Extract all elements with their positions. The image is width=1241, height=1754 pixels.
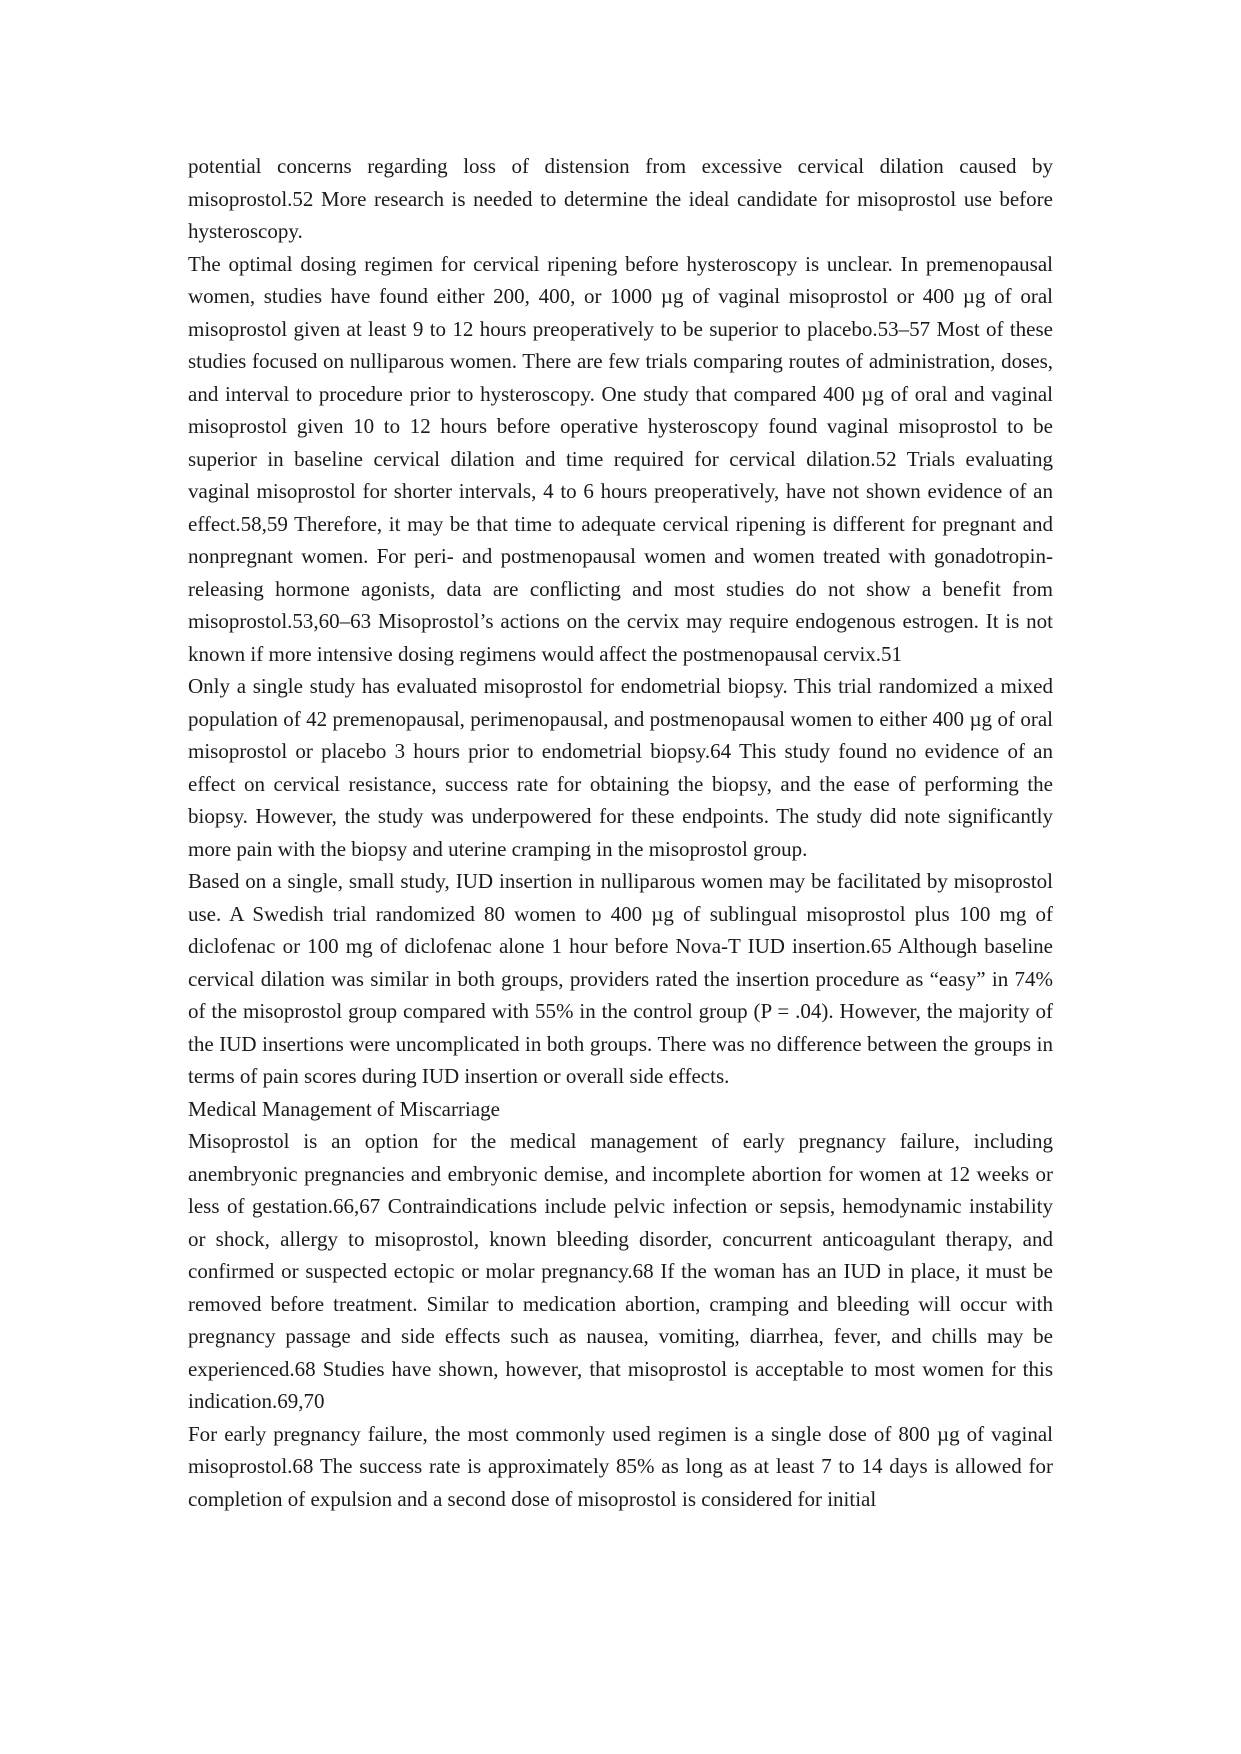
paragraph-early-pregnancy-failure: For early pregnancy failure, the most commonly used regimen is a single dose of 800 µg of vaginal misoprostol.68 The success rate is approximately 85% as long as at least 7 to 14 days is allowed for completion of expulsion and a second dose of misoprostol is considered for initial [188, 1421, 1053, 1511]
document-body [188, 150, 1053, 1515]
paragraph-dosing-regimen: The optimal dosing regimen for cervical ripening before hysteroscopy is unclear. In premenopausal women, studies have found either 200, 400, or 1000 µg of vaginal misoprostol or 400 µg of oral misoprostol given at least 9 to 12 hours preoperatively to be superior to placebo.53–57 Most of these studies focused on nulliparous women. There are few trials comparing routes of administration, doses, and interval to procedure prior to hysteroscopy. One study that compared 400 µg of oral and vaginal misoprostol given 10 to 12 hours before operative hysteroscopy found vaginal misoprostol to be superior in baseline cervical dilation and time required for cervical dilation.52 Trials evaluating vaginal misoprostol for shorter intervals, 4 to 6 hours preoperatively, have not shown evidence of an effect.58,59 Therefore, it may be that time to adequate cervical ripening is different for pregnant and nonpregnant women. For peri- and postmenopausal women and women treated with gonadotropin-releasing hormone agonists, data are conflicting and most studies do not show a benefit from misoprostol.53,60–63 Misoprostol’s actions on the cervix may require endogenous estrogen. It is not known if more intensive dosing regimens would affect the postmenopausal cervix.51 [188, 251, 1053, 666]
paragraph-miscarriage-management: Misoprostol is an option for the medical management of early pregnancy failure, including anembryonic pregnancies and embryonic demise, and incomplete abortion for women at 12 weeks or less of gestation.66,67 Contraindications include pelvic infection or sepsis, hemodynamic instability or shock, allergy to misoprostol, known bleeding disorder, concurrent anticoagulant therapy, and confirmed or suspected ectopic or molar pregnancy.68 If the woman has an IUD in place, it must be removed before treatment. Similar to medication abortion, cramping and bleeding will occur with pregnancy passage and side effects such as nausea, vomiting, diarrhea, fever, and chills may be experienced.68 Studies have shown, however, that misoprostol is acceptable to most women for this indication.69,70 [188, 1129, 1053, 1413]
paragraph-hysteroscopy-candidate: potential concerns regarding loss of distension from excessive cervical dilation caused by misoprostol.52 More research is needed to determine the ideal candidate for misoprostol use before hysteroscopy. [188, 154, 1053, 243]
paragraph-iud-insertion: Based on a single, small study, IUD insertion in nulliparous women may be facilitated by misoprostol use. A Swedish trial randomized 80 women to 400 µg of sublingual misoprostol plus 100 mg of diclofenac or 100 mg of diclofenac alone 1 hour before Nova-T IUD insertion.65 Although baseline cervical dilation was similar in both groups, providers rated the insertion procedure as “easy” in 74% of the misoprostol group compared with 55% in the control group (P = .04). However, the majority of the IUD insertions were uncomplicated in both groups. There was no difference between the groups in terms of pain scores during IUD insertion or overall side effects. [188, 869, 1053, 1088]
section-heading-miscarriage: Medical Management of Miscarriage [188, 1096, 500, 1121]
paragraph-endometrial-biopsy: Only a single study has evaluated misoprostol for endometrial biopsy. This trial randomized a mixed population of 42 premenopausal, perimenopausal, and postmenopausal women to either 400 µg of oral misoprostol or placebo 3 hours prior to endometrial biopsy.64 This study found no evidence of an effect on cervical resistance, success rate for obtaining the biopsy, and the ease of performing the biopsy. However, the study was underpowered for these endpoints. The study did note significantly more pain with the biopsy and uterine cramping in the misoprostol group. [188, 674, 1053, 861]
